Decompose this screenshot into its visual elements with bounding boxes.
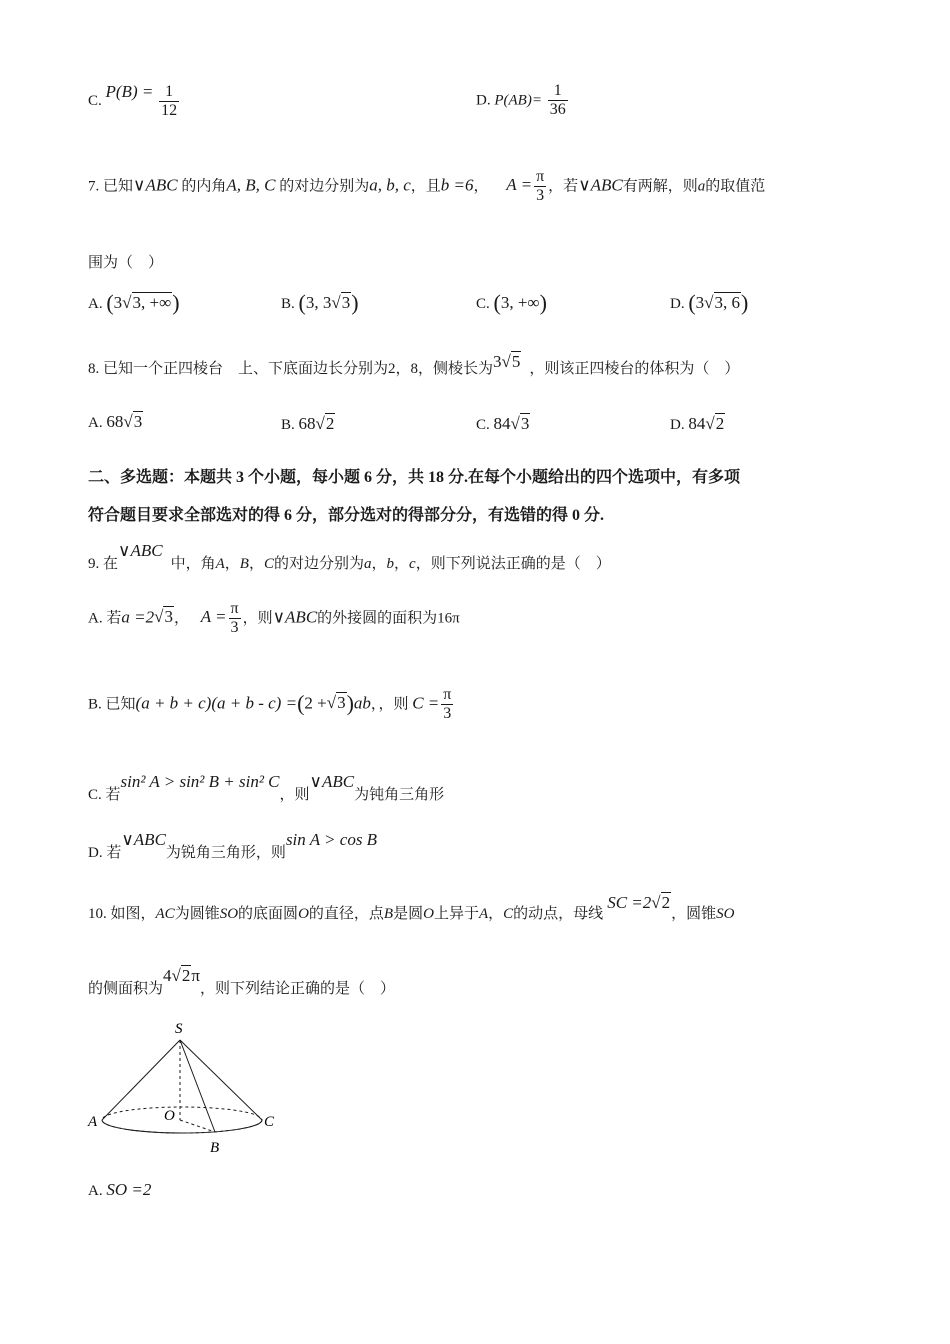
- var-b: B: [239, 556, 249, 572]
- text: ，若: [548, 178, 579, 195]
- formula: 2 +: [304, 693, 327, 713]
- text: ，则下列结论正确的是（ ）: [199, 981, 395, 997]
- label-s: S: [175, 1021, 183, 1037]
- separator: ，: [248, 556, 264, 572]
- q6-option-c: [88, 82, 181, 120]
- sqrt: √3: [326, 693, 346, 713]
- denominator: 3: [534, 186, 546, 205]
- text: 已知一个正四棱台 上、下底面边长分别为2，8，侧棱长为: [103, 361, 494, 377]
- paren: ): [351, 290, 359, 315]
- radicand: 3: [133, 412, 143, 431]
- question-7-stem-cont: 围为（ ）: [88, 255, 164, 271]
- question-number: 9.: [88, 556, 100, 572]
- q7-option-b: [281, 290, 359, 316]
- option-label: A.: [88, 296, 103, 312]
- formula: sin A > cos B: [285, 830, 378, 849]
- coef: 3: [695, 293, 705, 312]
- var-a-lower: a: [364, 556, 372, 572]
- var: O: [298, 906, 309, 922]
- radicand: 5: [511, 352, 521, 371]
- paren: (: [106, 290, 114, 315]
- numerator: π: [443, 686, 452, 703]
- triangle-symbol: ∨ABC: [133, 175, 178, 195]
- pi-symbol: π: [191, 966, 200, 985]
- q8-option-d: [670, 414, 725, 434]
- var: SO: [716, 906, 735, 922]
- text: ，则下列说法正确的是（ ）: [415, 556, 611, 572]
- text: 是圆: [393, 906, 424, 922]
- paren: ): [346, 690, 354, 716]
- paren: (: [298, 290, 306, 315]
- var-a: A: [215, 556, 225, 572]
- q10-option-a: [88, 1180, 151, 1200]
- sides: a, b, c: [369, 175, 411, 195]
- triangle-symbol: ∨ABC: [309, 772, 355, 791]
- text: 为圆锥: [174, 906, 220, 922]
- fraction: [441, 686, 453, 724]
- sqrt: √3, +∞: [122, 293, 172, 312]
- fraction: [229, 600, 241, 638]
- option-label: D.: [476, 92, 491, 109]
- var: A: [478, 906, 489, 922]
- text: 的内角: [181, 178, 227, 195]
- formula: (a + b + c)(a + b - c) =: [135, 693, 298, 713]
- separator: ，: [371, 556, 387, 572]
- question-9-stem: [88, 541, 611, 572]
- q8-option-c: [476, 414, 530, 434]
- sqrt: √3, 6: [704, 293, 741, 312]
- formula-lhs: P(B) =: [105, 82, 154, 101]
- numerator: 1: [553, 82, 562, 99]
- section-heading-line-1: 二、多选题：本题共 3 个小题，每小题 6 分，共 18 分.在每个小题给出的四个选项中，有多项: [88, 469, 741, 486]
- text: 为锐角三角形，则: [165, 845, 286, 861]
- radicand: 3: [337, 693, 346, 713]
- option-label: D.: [88, 845, 103, 861]
- text: 在: [103, 556, 119, 572]
- var: C: [503, 906, 514, 922]
- text: 的取值范: [705, 178, 766, 195]
- q7-option-d: [670, 290, 748, 316]
- label-a: A: [88, 1114, 98, 1130]
- fraction: [159, 83, 179, 121]
- text: 的对边分别为: [273, 556, 364, 572]
- variable: a: [697, 178, 706, 195]
- angle-c: C =: [412, 693, 440, 713]
- denominator: 12: [161, 102, 178, 120]
- var: AC: [155, 906, 175, 922]
- fraction: [534, 168, 546, 206]
- question-number: 8.: [88, 361, 100, 377]
- radicand: 3: [520, 414, 530, 433]
- paren: ): [539, 290, 547, 315]
- base-front-arc: [102, 1120, 262, 1133]
- option-label: A.: [88, 610, 103, 627]
- question-10-stem: [88, 893, 735, 922]
- q7-option-a: [88, 290, 180, 316]
- coef: 68: [298, 414, 316, 433]
- sqrt: √5: [501, 352, 521, 371]
- var-c-lower: c: [409, 556, 416, 572]
- formula: SO =2: [106, 1180, 152, 1199]
- paren: ): [741, 290, 749, 315]
- question-number: 10.: [88, 906, 107, 922]
- radicand: 3: [341, 293, 351, 312]
- text: 上异于: [433, 906, 479, 922]
- option-label: B.: [281, 296, 295, 312]
- q9-option-a: [88, 600, 460, 638]
- coef: 3: [113, 293, 123, 312]
- option-label: C.: [88, 787, 102, 803]
- text: 的外接圆的面积为16π: [317, 610, 460, 627]
- question-10-stem-cont: [88, 966, 395, 997]
- generatrix-sb: [180, 1040, 215, 1132]
- coef: 3: [493, 352, 502, 371]
- option-label: D.: [670, 296, 685, 312]
- text: 的侧面积为: [88, 981, 164, 997]
- option-label: D.: [670, 417, 685, 433]
- sqrt: √3: [510, 414, 530, 433]
- numerator: 1: [165, 82, 174, 100]
- text: ，: [473, 178, 489, 195]
- radicand-and-rest: 3, +∞: [132, 293, 172, 312]
- formula: sin² A > sin² B + sin² C: [120, 772, 280, 791]
- var-c: C: [263, 556, 274, 572]
- text: 的直径，点: [308, 906, 384, 922]
- q9-option-b: [88, 686, 455, 724]
- formula: a =2: [121, 607, 155, 627]
- numerator: π: [230, 600, 239, 617]
- radicand: 2: [181, 966, 191, 985]
- text: ，则: [279, 787, 310, 803]
- text: 如图，: [110, 906, 156, 922]
- radicand: 2: [325, 414, 335, 433]
- label-o: O: [164, 1108, 175, 1124]
- option-label: B.: [281, 417, 295, 433]
- text: ，则: [242, 610, 273, 627]
- text: ，且: [410, 178, 441, 195]
- radicand: 2: [715, 414, 725, 433]
- var: O: [423, 906, 434, 922]
- label-c: C: [264, 1114, 275, 1130]
- sqrt: √3: [154, 607, 173, 627]
- formula: SC =2: [607, 893, 652, 912]
- option-label: B.: [88, 696, 102, 713]
- paren: (: [297, 690, 305, 716]
- option-label: C.: [476, 296, 490, 312]
- fraction: [548, 82, 568, 120]
- text: ，则: [378, 696, 409, 713]
- radicand: 3: [164, 607, 173, 627]
- q8-option-a: [88, 412, 143, 432]
- triangle-symbol: ∨ABC: [578, 175, 623, 195]
- paren: (: [688, 290, 696, 315]
- sqrt: √2: [651, 893, 671, 912]
- paren: ): [172, 290, 180, 315]
- separator: ，: [224, 556, 240, 572]
- radicand-and-rest: 3, 6: [714, 293, 741, 312]
- text: 的动点，母线: [513, 906, 604, 922]
- var-b-lower: b: [386, 556, 395, 572]
- text: ，: [488, 906, 504, 922]
- sqrt: √3: [123, 412, 143, 431]
- generatrix-sc: [180, 1040, 262, 1120]
- sqrt: √2: [171, 966, 191, 985]
- var: B: [383, 906, 394, 922]
- option-label: A.: [88, 1183, 103, 1199]
- text: 的底面圆: [238, 906, 299, 922]
- q8-option-b: [281, 414, 335, 434]
- b-value: b =6: [440, 175, 474, 195]
- text: ，圆锥: [671, 906, 717, 922]
- triangle-symbol: ∨ABC: [121, 830, 166, 849]
- cone-diagram: [84, 1018, 284, 1158]
- triangle-symbol: ∨ABC: [272, 607, 318, 627]
- text: 的对边分别为: [279, 178, 370, 195]
- formula-lhs: P(AB)=: [494, 92, 542, 109]
- coef: 84: [493, 414, 511, 433]
- sqrt: √2: [705, 414, 725, 433]
- paren: (: [493, 290, 501, 315]
- coef: 68: [106, 412, 124, 431]
- option-label: A.: [88, 415, 103, 431]
- text: 已知: [105, 696, 136, 713]
- triangle-symbol: ∨ABC: [118, 541, 163, 560]
- option-label: C.: [88, 93, 102, 109]
- q6-option-d: [476, 82, 570, 120]
- denominator: 3: [441, 704, 453, 723]
- sqrt: √2: [315, 414, 335, 433]
- angle-a: A =: [200, 607, 227, 627]
- formula: ab: [353, 693, 371, 713]
- radius-ob: [180, 1120, 215, 1132]
- var: SO: [219, 906, 239, 922]
- text: 已知: [103, 178, 134, 195]
- interval: 3, +∞: [500, 293, 540, 312]
- q9-option-d: [88, 830, 378, 861]
- text: 中，角: [170, 556, 216, 572]
- radicand: 2: [661, 893, 671, 912]
- text: 有两解，则: [622, 178, 698, 195]
- text: 若: [106, 845, 122, 861]
- question-number: 7.: [88, 178, 100, 195]
- text: 若: [105, 787, 121, 803]
- angles: A, B, C: [226, 175, 276, 195]
- section-heading-line-2: 符合题目要求全部选对的得 6 分，部分选对的得部分分，有选错的得 0 分.: [88, 507, 605, 524]
- separator: ，: [173, 610, 189, 627]
- q7-option-c: [476, 290, 547, 316]
- question-8-stem: [88, 352, 739, 378]
- text: 为钝角三角形: [354, 787, 445, 803]
- angle-a: A =: [506, 175, 533, 195]
- text: 若: [106, 610, 122, 627]
- q9-option-c: [88, 772, 445, 803]
- separator: ，: [394, 556, 410, 572]
- option-label: C.: [476, 417, 490, 433]
- coef: 4: [163, 966, 172, 985]
- question-7-stem: [88, 168, 765, 206]
- denominator: 36: [549, 101, 566, 119]
- label-b: B: [210, 1140, 220, 1156]
- coef: 84: [688, 414, 706, 433]
- coef: 3, 3: [305, 293, 332, 312]
- text: ，则该正四棱台的体积为（ ）: [529, 361, 740, 377]
- denominator: 3: [229, 618, 241, 637]
- numerator: π: [536, 168, 545, 185]
- separator: ，: [370, 696, 379, 713]
- sqrt: √3: [331, 293, 351, 312]
